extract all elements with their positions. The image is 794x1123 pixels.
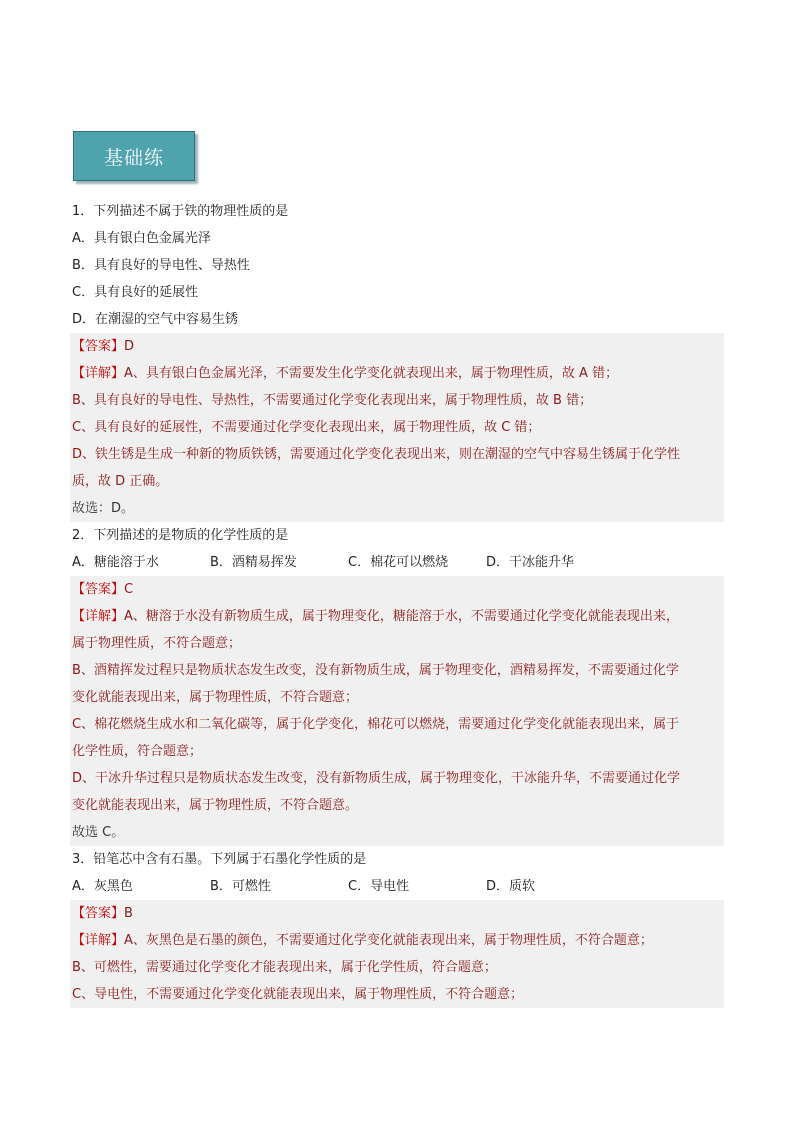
answer-block bbox=[70, 900, 724, 1008]
explanation-line: B、可燃性，需要通过化学变化才能表现出来，属于化学性质，符合题意； bbox=[72, 960, 497, 975]
explanation-line: C、棉花燃烧生成水和二氧化碳等，属于化学变化，棉花可以燃烧，需要通过化学变化就能表现出来，属于 bbox=[72, 717, 680, 732]
question-3 bbox=[72, 846, 724, 1008]
detail-tag: 【详解】 bbox=[72, 933, 125, 948]
explanation-line: B、酒精挥发过程只是物质状态发生改变，没有新物质生成，属于物理变化，酒精易挥发，不需要通过化学 bbox=[72, 663, 679, 678]
options-row bbox=[72, 873, 724, 900]
conclusion: 故选 C。 bbox=[72, 825, 125, 840]
answer-value: D bbox=[124, 339, 135, 354]
explanation-text: A、具有银白色金属光泽，不需要发生化学变化就表现出来，属于物理性质，故 A 错； bbox=[124, 366, 619, 381]
explanation-text: A、灰黑色是石墨的颜色，不需要通过化学变化就能表现出来，属于物理性质，不符合题意； bbox=[124, 933, 653, 948]
detail-tag: 【详解】 bbox=[72, 366, 125, 381]
option-c: C．棉花可以燃烧 bbox=[348, 555, 449, 570]
explanation bbox=[72, 603, 724, 819]
option-d: D．在潮湿的空气中容易生锈 bbox=[72, 312, 239, 327]
conclusion: 故选：D。 bbox=[72, 501, 135, 516]
option-a: A．糖能溶于水 bbox=[72, 555, 159, 570]
options-row bbox=[72, 549, 724, 576]
explanation-line bbox=[72, 360, 724, 387]
explanation-line: 变化就能表现出来，属于物理性质，不符合题意。 bbox=[72, 798, 359, 813]
answer-value: C bbox=[124, 582, 134, 597]
answer-block bbox=[70, 333, 724, 522]
option-c: C．具有良好的延展性 bbox=[72, 285, 199, 300]
explanation-line bbox=[72, 927, 724, 954]
answer-line bbox=[72, 576, 724, 603]
explanation-text: A、糖溶于水没有新物质生成，属于物理变化，糖能溶于水，不需要通过化学变化就能表现出来， bbox=[124, 609, 679, 624]
option-c: C．导电性 bbox=[348, 879, 410, 894]
section-title: 基础练 bbox=[103, 146, 164, 169]
answer-block bbox=[70, 576, 724, 846]
explanation bbox=[72, 360, 724, 495]
question-2 bbox=[72, 522, 724, 846]
answer-line bbox=[72, 333, 724, 360]
option-b: B．具有良好的导电性、导热性 bbox=[72, 258, 250, 273]
answer-value: B bbox=[124, 906, 133, 921]
explanation-line: C、具有良好的延展性，不需要通过化学变化表现出来，属于物理性质，故 C 错； bbox=[72, 420, 541, 435]
question-1 bbox=[72, 198, 724, 522]
option-b: B．可燃性 bbox=[210, 879, 271, 894]
explanation-line: B、具有良好的导电性、导热性，不需要通过化学变化表现出来，属于物理性质，故 B 错； bbox=[72, 393, 593, 408]
detail-tag: 【详解】 bbox=[72, 609, 125, 624]
explanation-line: 化学性质，符合题意； bbox=[72, 744, 203, 759]
explanation-line: D、干冰升华过程只是物质状态发生改变，没有新物质生成，属于物理变化，干冰能升华，不需要通过化学 bbox=[72, 771, 681, 786]
question-stem: 3．铅笔芯中含有石墨。下列属于石墨化学性质的是 bbox=[72, 852, 367, 867]
question-stem: 2．下列描述的是物质的化学性质的是 bbox=[72, 528, 289, 543]
explanation bbox=[72, 927, 724, 1008]
explanation-line: 属于物理性质，不符合题意； bbox=[72, 636, 242, 651]
option-d: D．干冰能升华 bbox=[486, 555, 575, 570]
answer-tag: 【答案】 bbox=[72, 582, 125, 597]
answer-line bbox=[72, 900, 724, 927]
explanation-line bbox=[72, 603, 724, 630]
explanation-line: 变化就能表现出来，属于物理性质，不符合题意； bbox=[72, 690, 359, 705]
option-b: B．酒精易挥发 bbox=[210, 555, 297, 570]
question-content bbox=[72, 198, 724, 1008]
option-a: A．具有银白色金属光泽 bbox=[72, 231, 211, 246]
option-a: A．灰黑色 bbox=[72, 879, 133, 894]
explanation-line: D、铁生锈是生成一种新的物质铁锈，需要通过化学变化表现出来，则在潮湿的空气中容易生锈属于化学性 bbox=[72, 447, 681, 462]
option-d: D．质软 bbox=[486, 879, 536, 894]
explanation-line: 质，故 D 正确。 bbox=[72, 474, 169, 489]
section-header-tab bbox=[73, 131, 195, 181]
answer-tag: 【答案】 bbox=[72, 906, 125, 921]
question-stem: 1．下列描述不属于铁的物理性质的是 bbox=[72, 204, 289, 219]
answer-tag: 【答案】 bbox=[72, 339, 125, 354]
explanation-line: C、导电性，不需要通过化学变化就能表现出来，属于物理性质，不符合题意； bbox=[72, 987, 524, 1002]
